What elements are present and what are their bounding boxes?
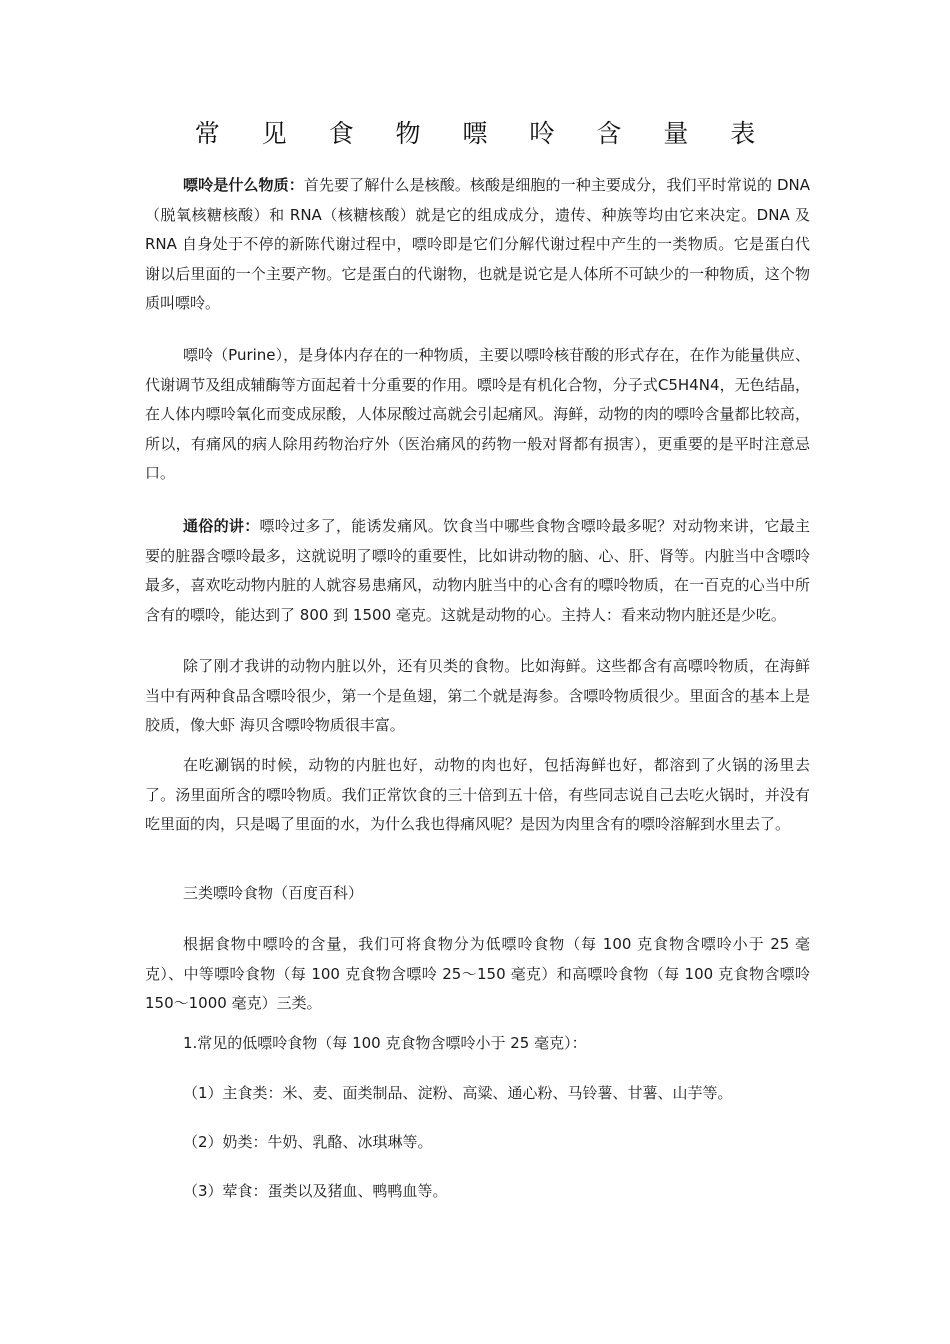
paragraph-three-classes-heading (145, 879, 810, 909)
paragraph-text: 除了刚才我讲的动物内脏以外，还有贝类的食物。比如海鲜。这些都含有高嘌呤物质，在海鲜当中有两种食品含嘌呤很少，第一个是鱼翅，第二个就是海参。含嘌呤物质很少。里面含的基本上是胶质，像大虾 海贝含嘌呤物质很丰富。 (145, 657, 810, 734)
list-heading-low-purine: 1.常见的低嘌呤食物（每 100 克食物含嘌呤小于 25 毫克）： (183, 1034, 587, 1052)
paragraph-seafood (145, 652, 810, 741)
paragraph-text: 三类嘌呤食物（百度百科） (183, 884, 364, 902)
paragraph-purine-definition (145, 341, 810, 489)
paragraph-hotpot (145, 751, 810, 840)
paragraph-what-is-purine (145, 171, 810, 319)
paragraph-classification (145, 930, 810, 1019)
paragraph-text: 嘌呤过多了，能诱发痛风。饮食当中哪些食物含嘌呤最多呢？对动物来讲，它最主要的脏器含嘌呤最多，这就说明了嘌呤的重要性，比如讲动物的脑、心、肝、肾等。内脏当中含嘌呤最多，喜欢吃动物内脏的人就容易患痛风，动物内脏当中的心含有的嘌呤物质，在一百克的心当中所含有的嘌呤，能达到了 800 到 1500 毫克。这就是动物的心。主持人：看来动物内脏还是少吃。 (145, 517, 810, 624)
paragraph-lead: 嘌呤是什么物质： (183, 176, 304, 194)
paragraph-text: 根据食物中嘌呤的含量，我们可将食物分为低嘌呤食物（每 100 克食物含嘌呤小于 25 毫克）、中等嘌呤食物（每 100 克食物含嘌呤 25～150 毫克）和高嘌呤食物（每 100 克食物含嘌呤 150～1000 毫克）三类。 (145, 935, 810, 1012)
paragraph-text: 首先要了解什么是核酸。核酸是细胞的一种主要成分，我们平时常说的 DNA（脱氧核糖核酸）和 RNA（核糖核酸）就是它的组成成分，遗传、种族等均由它来决定。DNA 及 RNA 自身处于不停的新陈代谢过程中，嘌呤即是它们分解代谢过程中产生的一类物质。它是蛋白代谢以后里面的一个主要产物。它是蛋白的代谢物，也就是说它是人体所不可缺少的一种物质，这个物质叫嘌呤。 (145, 176, 810, 312)
paragraph-text: 嘌呤（Purine），是身体内存在的一种物质，主要以嘌呤核苷酸的形式存在，在作为能量供应、代谢调节及组成辅酶等方面起着十分重要的作用。嘌呤是有机化合物，分子式C5H4N4，无色结晶，在人体内嘌呤氧化而变成尿酸，人体尿酸过高就会引起痛风。海鲜，动物的肉的嘌呤含量都比较高，所以，有痛风的病人除用药物治疗外（医治痛风的药物一般对肾都有损害），更重要的是平时注意忌口。 (145, 346, 810, 482)
paragraph-plain-explanation (145, 512, 810, 630)
list-item-dairy: （2）奶类：牛奶、乳酪、冰琪琳等。 (183, 1133, 433, 1151)
paragraph-text: 在吃涮锅的时候，动物的内脏也好，动物的肉也好，包括海鲜也好，都溶到了火锅的汤里去了。汤里面所含的嘌呤物质。我们正常饮食的三十倍到五十倍，有些同志说自己去吃火锅时，并没有吃里面的肉，只是喝了里面的水，为什么我也得痛风呢？是因为肉里含有的嘌呤溶解到水里去了。 (145, 756, 810, 833)
list-item-staple-food: （1）主食类：米、麦、面类制品、淀粉、高粱、通心粉、马铃薯、甘薯、山芋等。 (183, 1084, 733, 1102)
page-title: 常 见 食 物 嘌 呤 含 量 表 (194, 119, 773, 148)
paragraph-lead: 通俗的讲： (183, 517, 260, 535)
list-item-meat: （3）荤食：蛋类以及猪血、鸭鸭血等。 (183, 1182, 448, 1200)
